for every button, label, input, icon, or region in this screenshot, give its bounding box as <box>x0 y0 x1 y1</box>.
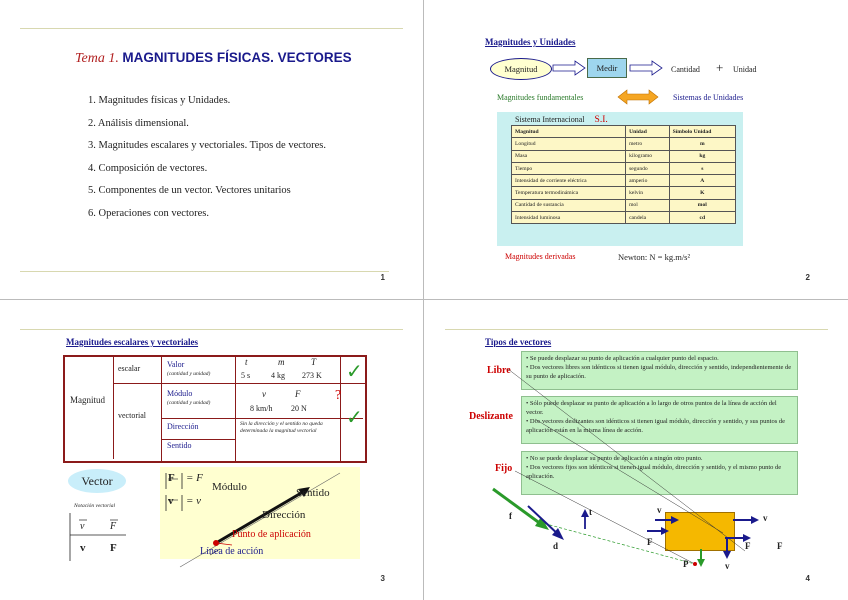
toc-item: 6. Operaciones con vectores. <box>88 207 209 219</box>
si-abbr: S.I. <box>594 115 608 125</box>
vec-label-F: F <box>647 537 653 547</box>
sentido-label: Sentido <box>167 441 192 450</box>
deslizante-label: Deslizante <box>469 411 513 422</box>
val-5s: 5 s <box>241 371 251 380</box>
table-cell: cd <box>669 212 735 224</box>
page-number: 1 <box>380 273 385 282</box>
slide-title: Tipos de vectores <box>485 337 552 347</box>
magnitud-oval: Magnitud <box>490 58 552 80</box>
modulo-sub: (cantidad y unidad) <box>167 400 211 406</box>
medir-box: Medir <box>587 58 627 78</box>
derivadas-label: Magnitudes derivadas <box>505 252 576 261</box>
page-number: 3 <box>380 574 385 583</box>
bullet: • Dos vectores deslizantes son idénticos si tienen igual módulo, dirección y sentido, y sus puntos de aplicación están en la misma línea de acción. <box>526 418 785 434</box>
toc-item: 3. Magnitudes escalares y vectoriales. Tipos de vectores. <box>88 140 326 151</box>
table-cell: Intensidad luminosa <box>512 212 626 224</box>
plus-sign: + <box>716 60 724 75</box>
si-heading <box>515 115 608 125</box>
bullet: • Dos vectores fijos son idénticos si tienen igual módulo, dirección y sentido, y el mismo punto de aplicación. <box>526 464 782 480</box>
table-cell: Intensidad de corriente eléctrica <box>512 175 626 187</box>
direccion-label: Dirección <box>167 422 199 431</box>
si-title: Sistema Internacional <box>515 115 585 124</box>
col-header: Símbolo Unidad <box>669 126 735 138</box>
toc-item: 4. Composición de vectores. <box>88 162 208 174</box>
val-273k: 273 K <box>302 371 322 380</box>
table-rule <box>161 439 235 440</box>
vec-label-v: v <box>763 513 768 523</box>
notation-box <box>66 511 130 563</box>
magnitud-label: Magnitud <box>70 395 105 405</box>
sym-T: T <box>311 357 317 367</box>
table-cell: Cantidad de sustancia <box>512 199 626 211</box>
vec-label-F: F <box>777 541 783 551</box>
magnitud-cell <box>63 355 114 459</box>
arrow-v: v <box>80 521 85 532</box>
fundamentales-label: Magnitudes fundamentales <box>497 93 584 102</box>
sym-t: t <box>245 357 248 367</box>
bullet: • Dos vectores libres son idénticos si tienen igual módulo, dirección y sentido, independientemente de su punto de aplicación. <box>526 364 792 380</box>
sym-m: m <box>278 357 285 367</box>
valor-sub: (cantidad y unidad) <box>167 371 211 377</box>
vector-types-diagram <box>425 301 848 600</box>
title-main: MAGNITUDES FÍSICAS. VECTORES <box>122 50 352 65</box>
slide-1 <box>0 0 423 299</box>
table-row <box>512 175 736 187</box>
double-arrow-icon <box>617 89 659 105</box>
slide-top-rule <box>20 28 403 29</box>
newton-label: Newton: N = kg.m/s² <box>618 252 691 262</box>
toc-item: 2. Análisis dimensional. <box>88 117 189 129</box>
col-header: Unidad <box>626 126 670 138</box>
table-cell: m <box>669 138 735 150</box>
horizontal-divider <box>0 299 848 300</box>
check-icon: ✓ <box>346 407 363 429</box>
fijo-label: Fijo <box>495 463 513 474</box>
table-cell: candela <box>626 212 670 224</box>
table-cell: amperio <box>626 175 670 187</box>
table-rule <box>113 383 365 384</box>
bullet: • No se puede desplazar su punto de aplicación a ningún otro punto. <box>526 455 703 462</box>
slide-4 <box>425 301 848 600</box>
check-icon: ✓ <box>346 361 363 383</box>
table-of-contents <box>88 90 326 225</box>
direccion-diagram-label: Dirección <box>262 509 306 521</box>
val-20n: 20 N <box>291 404 307 413</box>
table-rule <box>235 355 236 461</box>
eq1-right: = F <box>186 472 203 484</box>
toc-item: 1. Magnitudes físicas y Unidades. <box>88 95 231 106</box>
table-rule <box>340 355 341 461</box>
modulo-label: Módulo <box>167 389 193 398</box>
table-row <box>512 162 736 174</box>
table-row <box>512 199 736 211</box>
escalar-label: escalar <box>118 364 141 373</box>
eq2-right: = v <box>186 495 202 507</box>
table-cell: Temperatura termodinámica <box>512 187 626 199</box>
slide-title: Magnitudes escalares y vectoriales <box>66 337 199 347</box>
libre-label: Libre <box>487 365 511 376</box>
table-cell: kg <box>669 150 735 162</box>
page-number: 2 <box>805 273 810 282</box>
table-rule <box>161 418 363 419</box>
table-row <box>512 212 736 224</box>
bullet: • Se puede desplazar su punto de aplicación a cualquier punto del espacio. <box>526 355 719 362</box>
vec-label-P: P <box>683 559 689 569</box>
table-cell: kilogramo <box>626 150 670 162</box>
punto-label: Punto de aplicación <box>232 529 311 540</box>
modulo-diagram-label: Módulo <box>212 481 247 493</box>
sym-F: F <box>295 389 301 399</box>
table-cell: Longitud <box>512 138 626 150</box>
vec-label-v: v <box>725 561 730 571</box>
bold-v: v <box>80 542 86 554</box>
table-cell: Masa <box>512 150 626 162</box>
table-cell: kelvin <box>626 187 670 199</box>
table-row <box>512 150 736 162</box>
vec-label-t: t <box>589 507 592 517</box>
vector-oval: Vector <box>68 469 126 493</box>
table-cell: segundo <box>626 162 670 174</box>
slide-3 <box>0 301 423 600</box>
vec-label-F: F <box>745 541 751 551</box>
unidad-label: Unidad <box>733 65 757 74</box>
vertical-divider <box>423 0 424 600</box>
si-table <box>511 125 736 224</box>
arrow-right-icon <box>551 60 587 76</box>
title-prefix: Tema 1. <box>75 51 119 66</box>
arrow-right-icon <box>628 60 664 76</box>
cantidad-label: Cantidad <box>671 65 700 74</box>
col-header: Magnitud <box>512 126 626 138</box>
question-mark: ? <box>335 388 342 403</box>
table-cell: mol <box>669 199 735 211</box>
table-rule <box>161 355 162 461</box>
table-row <box>512 138 736 150</box>
table-row <box>512 187 736 199</box>
notacion-label: Notación vectorial <box>74 503 116 509</box>
table-cell: K <box>669 187 735 199</box>
table-cell: mol <box>626 199 670 211</box>
eq2-left: v <box>168 495 174 507</box>
sym-v: v <box>262 389 266 399</box>
val-4kg: 4 kg <box>271 371 285 380</box>
slide-2 <box>425 0 848 299</box>
slide-bottom-rule <box>20 271 389 272</box>
vectorial-label: vectorial <box>118 411 146 420</box>
table-cell: A <box>669 175 735 187</box>
table-cell: metro <box>626 138 670 150</box>
table-cell: Tiempo <box>512 162 626 174</box>
vec-label-d: d <box>553 541 559 551</box>
valor-label: Valor <box>167 360 185 369</box>
toc-item: 5. Componentes de un vector. Vectores unitarios <box>88 185 291 196</box>
slide-1-title <box>75 50 352 67</box>
eq1-left: F <box>168 472 175 484</box>
table-cell: s <box>669 162 735 174</box>
linea-label: Línea de acción <box>200 546 264 557</box>
table-header-row <box>512 126 736 138</box>
note-text: Sin la dirección y el sentido no queda determinada la magnitud vectorial <box>240 421 323 434</box>
bold-F: F <box>110 542 117 554</box>
sistemas-label: Sistemas de Unidades <box>673 93 744 102</box>
slide-title: Magnitudes y Unidades <box>485 37 576 47</box>
vec-label-v: v <box>657 505 662 515</box>
val-8kmh: 8 km/h <box>250 404 273 413</box>
bullet: • Sólo puede desplazar su punto de aplicación a lo largo de otros puntos de la línea de acción del vector. <box>526 400 777 416</box>
slide-top-rule <box>20 329 403 330</box>
arrow-F: F <box>110 521 117 532</box>
sentido-diagram-label: Sentido <box>296 487 330 499</box>
vec-label-f: f <box>509 511 512 521</box>
page-number: 4 <box>805 574 810 583</box>
